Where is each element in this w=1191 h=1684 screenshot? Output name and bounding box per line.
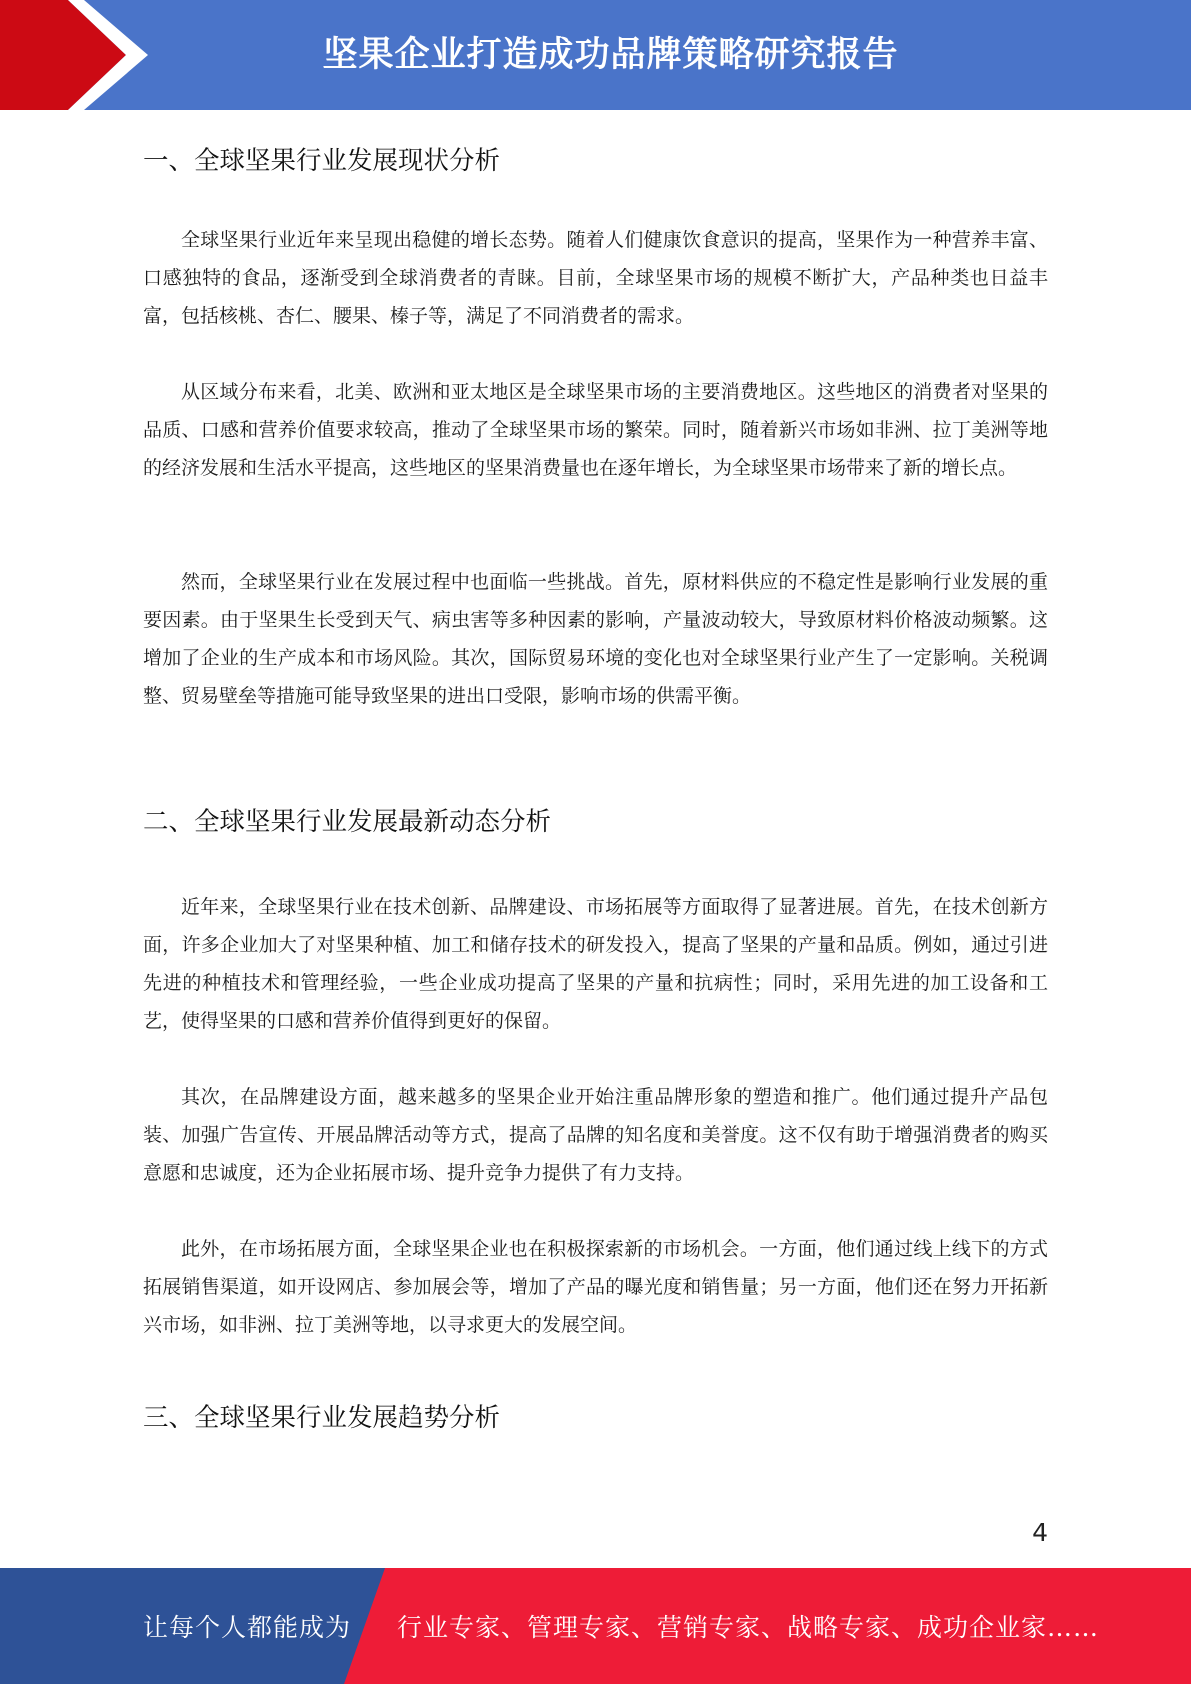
section-heading-1: 一、全球坚果行业发展现状分析: [143, 146, 501, 176]
paragraph: 然而，全球坚果行业在发展过程中也面临一些挑战。首先，原材料供应的不稳定性是影响行业发展的重要因素。由于坚果生长受到天气、病虫害等多种因素的影响，产量波动较大，导致原材料价格波动频繁。这增加了企业的生产成本和市场风险。其次，国际贸易环境的变化也对全球坚果行业产生了一定影响。关税调整、贸易壁垒等措施可能导致坚果的进出口受限，影响市场的供需平衡。: [143, 571, 1048, 707]
paragraph: 此外，在市场拓展方面，全球坚果企业也在积极探索新的市场机会。一方面，他们通过线上线下的方式拓展销售渠道，如开设网店、参加展会等，增加了产品的曝光度和销售量；另一方面，他们还在努力开拓新兴市场，如非洲、拉丁美洲等地，以寻求更大的发展空间。: [143, 1238, 1048, 1336]
page-number: 4: [1032, 1518, 1048, 1547]
arrow-chevron-icon: [0, 0, 160, 110]
paragraph: 近年来，全球坚果行业在技术创新、品牌建设、市场拓展等方面取得了显著进展。首先，在技术创新方面，许多企业加大了对坚果种植、加工和储存技术的研发投入，提高了坚果的产量和品质。例如，通过引进先进的种植技术和管理经验，一些企业成功提高了坚果的产量和抗病性；同时，采用先进的加工设备和工艺，使得坚果的口感和营养价值得到更好的保留。: [143, 896, 1048, 1032]
report-title: 坚果企业打造成功品牌策略研究报告: [322, 35, 899, 75]
section-heading-2: 二、全球坚果行业发展最新动态分析: [143, 807, 552, 837]
paragraph: 其次，在品牌建设方面，越来越多的坚果企业开始注重品牌形象的塑造和推广。他们通过提升产品包装、加强广告宣传、开展品牌活动等方式，提高了品牌的知名度和美誉度。这不仅有助于增强消费者的购买意愿和忠诚度，还为企业拓展市场、提升竞争力提供了有力支持。: [143, 1086, 1048, 1184]
footer-banner: [0, 1568, 1191, 1684]
footer-slogan-left: 让每个人都能成为: [143, 1613, 352, 1642]
section-heading-3: 三、全球坚果行业发展趋势分析: [143, 1403, 501, 1433]
paragraph: 从区域分布来看，北美、欧洲和亚太地区是全球坚果市场的主要消费地区。这些地区的消费者对坚果的品质、口感和营养价值要求较高，推动了全球坚果市场的繁荣。同时，随着新兴市场如非洲、拉丁美洲等地的经济发展和生活水平提高，这些地区的坚果消费量也在逐年增长，为全球坚果市场带来了新的增长点。: [143, 381, 1048, 479]
header-banner: [0, 0, 1191, 110]
paragraph: 全球坚果行业近年来呈现出稳健的增长态势。随着人们健康饮食意识的提高，坚果作为一种营养丰富、口感独特的食品，逐渐受到全球消费者的青睐。目前，全球坚果市场的规模不断扩大，产品种类也日益丰富，包括核桃、杏仁、腰果、榛子等，满足了不同消费者的需求。: [143, 229, 1048, 327]
footer-slogan-right: 行业专家、管理专家、营销专家、战略专家、成功企业家……: [397, 1613, 1100, 1642]
